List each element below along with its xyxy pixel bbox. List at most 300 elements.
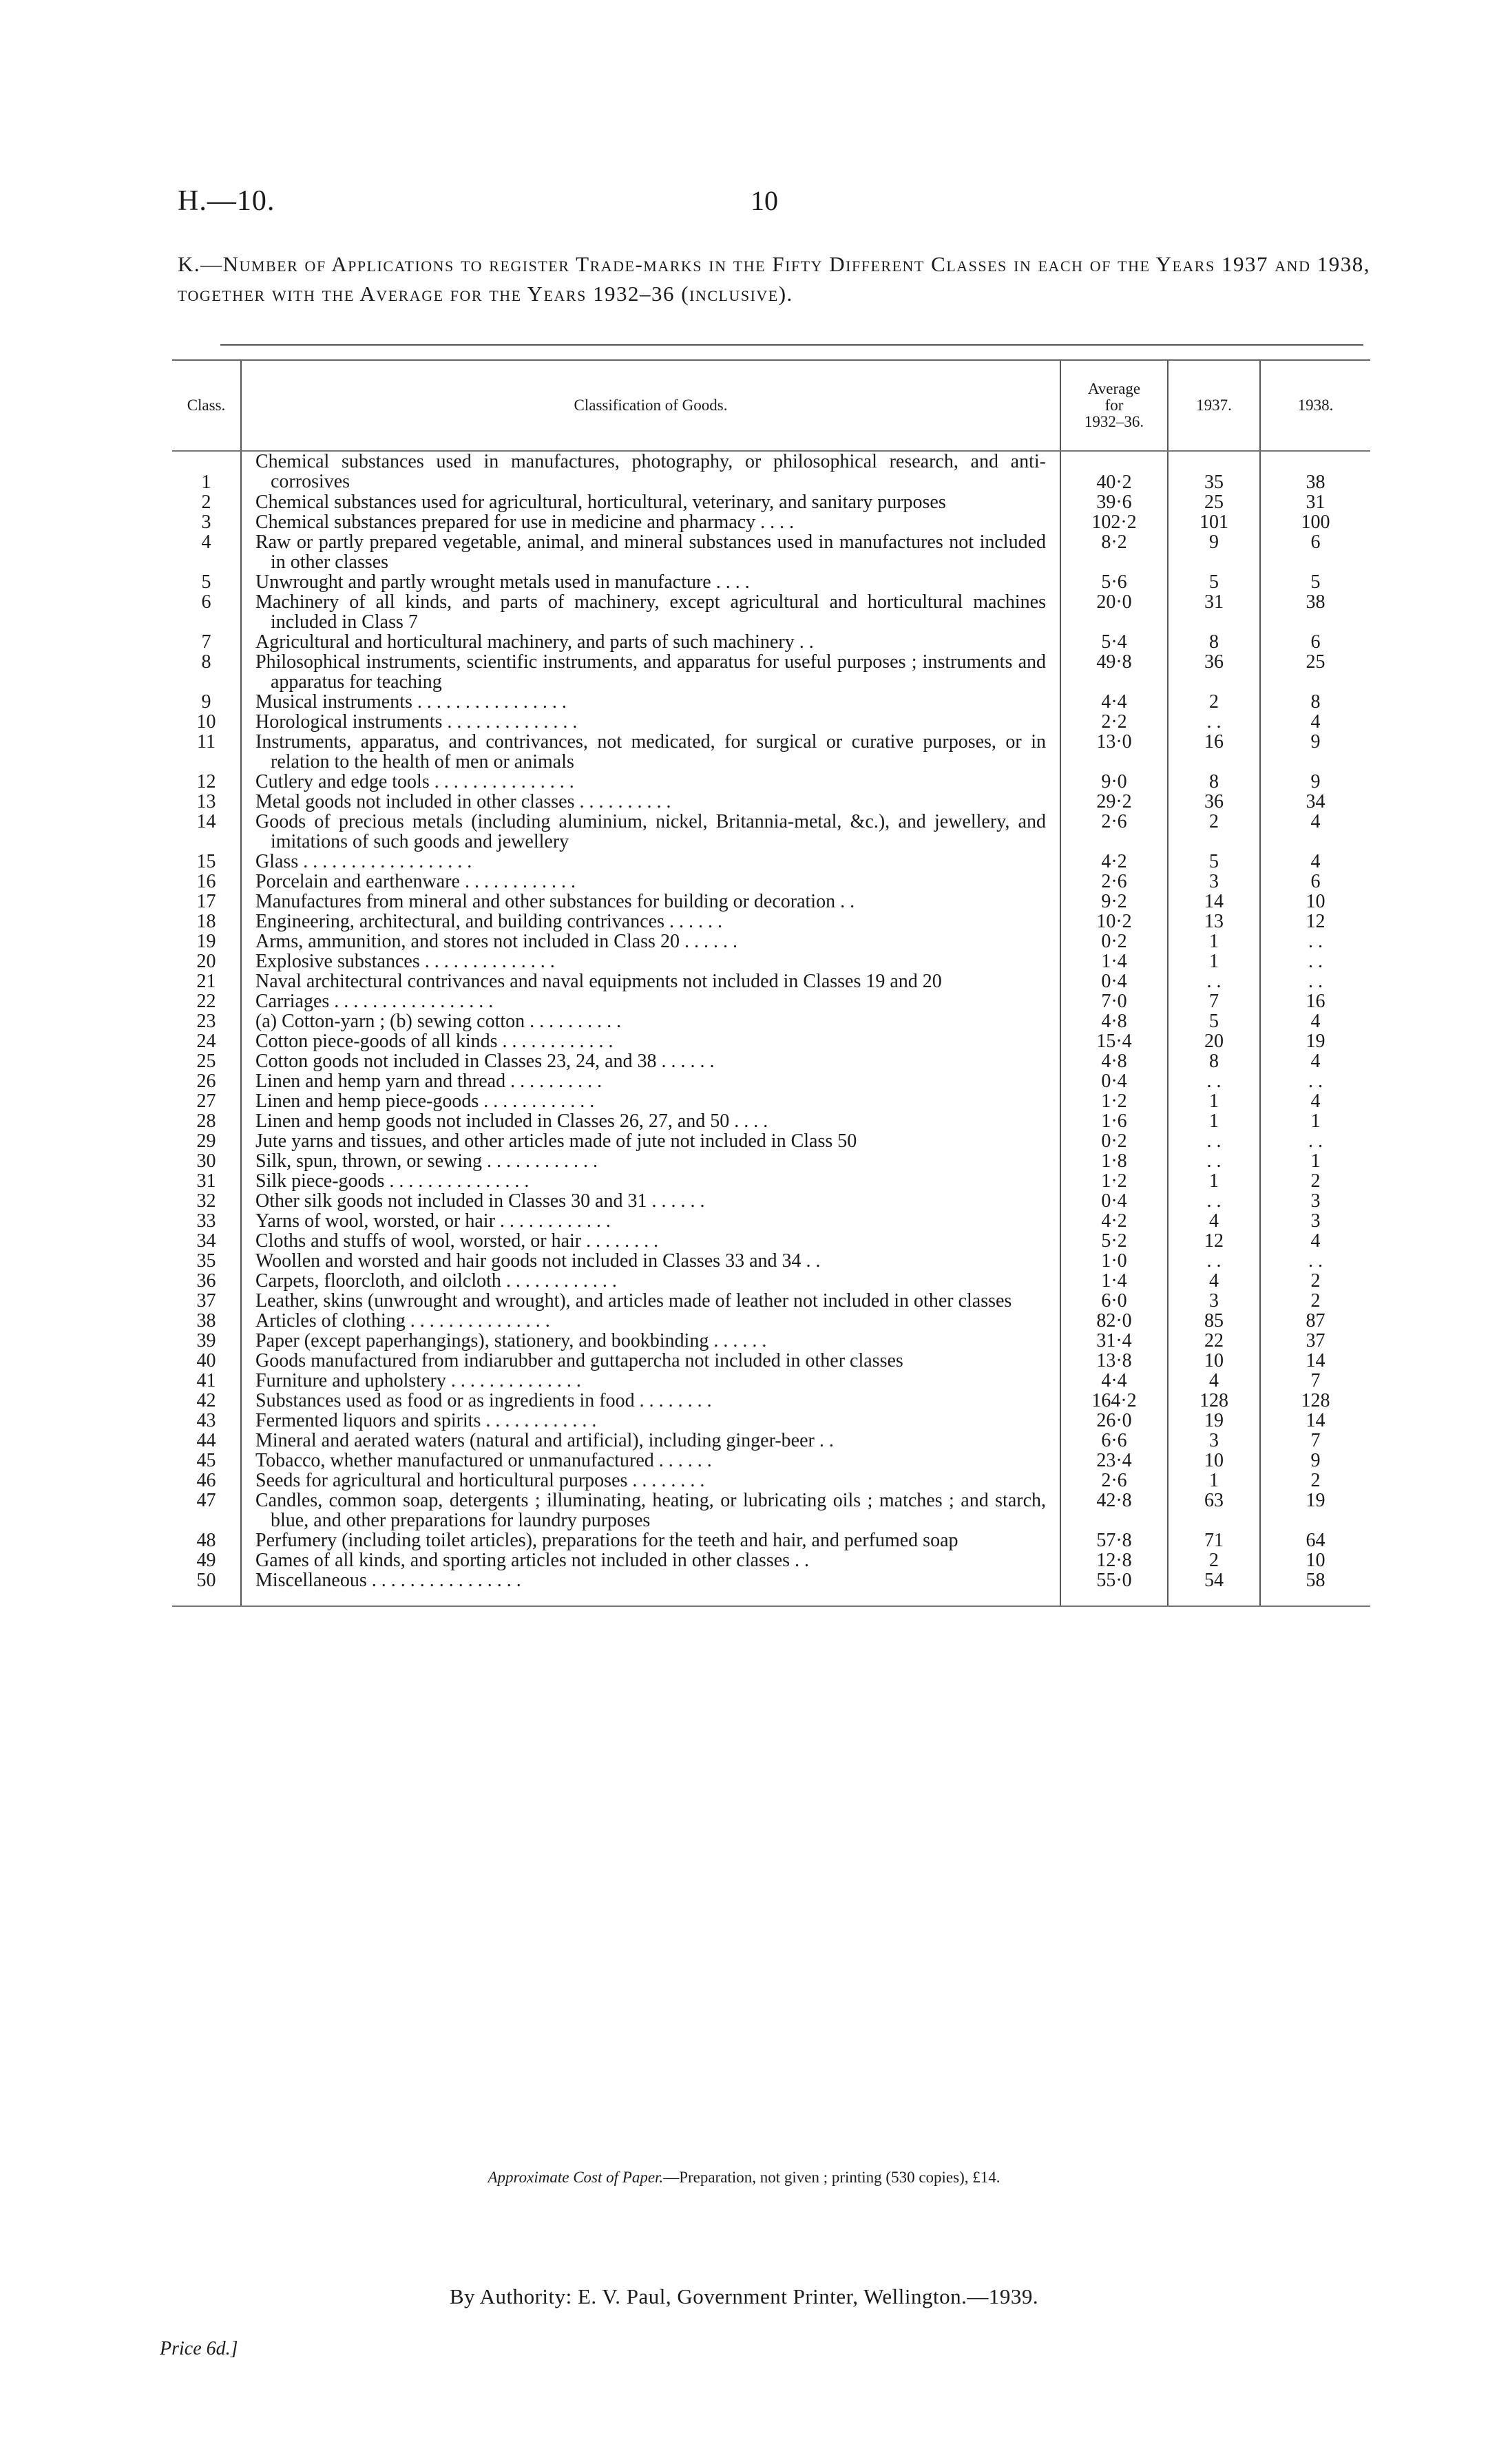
average-cell: [1060, 451, 1168, 492]
classification-text: Philosophical instruments, scientific instruments, and apparatus for useful purposes ; instruments and apparatus for teaching: [255, 651, 1046, 693]
average-text: 0·4: [1101, 1190, 1127, 1212]
table-row: [172, 1151, 1370, 1171]
year-1938-cell: [1260, 772, 1370, 792]
classification-text: Linen and hemp goods not included in Classes 26, 27, and 50 . . . .: [255, 1110, 768, 1132]
classification-cell: [241, 512, 1060, 532]
year-1938-cell: [1260, 1131, 1370, 1151]
average-cell: [1060, 1570, 1168, 1606]
title-divider: [220, 344, 1363, 346]
average-text: 40·2: [1096, 472, 1132, 493]
average-cell: [1060, 1091, 1168, 1111]
average-cell: [1060, 512, 1168, 532]
class-number-text: 38: [196, 1310, 216, 1331]
header-average-line3: 1932–36.: [1084, 413, 1144, 430]
year-1937-cell: [1168, 1231, 1260, 1251]
year-1938-cell: [1260, 812, 1370, 852]
year-1938-cell: [1260, 1031, 1370, 1051]
year-1938-text: 1: [1310, 1150, 1321, 1172]
year-1938-cell: [1260, 931, 1370, 951]
class-number-cell: [172, 812, 241, 852]
class-number-text: 6: [201, 591, 211, 613]
year-1937-text: 8: [1209, 631, 1219, 653]
class-number-cell: [172, 931, 241, 951]
table-row: [172, 1550, 1370, 1570]
classification-text: Chemical substances used for agricultural, horticultural, veterinary, and sanitary purposes: [255, 492, 946, 513]
cost-text: —Preparation, not given ; printing (530 copies), £14.: [663, 2169, 1000, 2186]
year-1938-text: 2: [1310, 1470, 1321, 1491]
year-1937-text: 3: [1209, 1430, 1219, 1451]
table-row: [172, 1570, 1370, 1606]
year-1937-cell: [1168, 872, 1260, 892]
table-row: [172, 1291, 1370, 1311]
table-body: [172, 451, 1370, 1606]
class-number-text: 15: [196, 851, 216, 872]
year-1938-cell: [1260, 1351, 1370, 1371]
year-1937-cell: [1168, 852, 1260, 872]
classification-text: Jute yarns and tissues, and other articles made of jute not included in Class 50: [255, 1130, 857, 1152]
year-1938-text: 4: [1310, 711, 1321, 733]
classification-text: Machinery of all kinds, and parts of machinery, except agricultural and horticultural machines included in Class 7: [255, 591, 1046, 633]
average-cell: [1060, 852, 1168, 872]
class-number-cell: [172, 632, 241, 652]
table-row: [172, 931, 1370, 951]
year-1937-text: 2: [1209, 1550, 1219, 1571]
classification-cell: [241, 1251, 1060, 1271]
year-1938-cell: [1260, 1071, 1370, 1091]
classification-text: Goods of precious metals (including aluminium, nickel, Britannia-metal, &c.), and jewellery, and imitations of such goods and jewellery: [255, 811, 1046, 852]
average-cell: [1060, 912, 1168, 931]
class-number-cell: [172, 1311, 241, 1331]
year-1938-text: 4: [1310, 851, 1321, 872]
year-1938-cell: [1260, 1011, 1370, 1031]
year-1937-text: 2: [1209, 691, 1219, 713]
class-number-cell: [172, 732, 241, 772]
classification-text: Cloths and stuffs of wool, worsted, or hair . . . . . . . .: [255, 1230, 659, 1252]
class-number-text: 7: [201, 631, 211, 653]
classification-cell: [241, 1491, 1060, 1530]
average-text: 15·4: [1096, 1031, 1132, 1052]
average-cell: [1060, 812, 1168, 852]
class-number-text: 34: [196, 1230, 216, 1252]
year-1937-cell: [1168, 512, 1260, 532]
average-text: 55·0: [1096, 1570, 1132, 1591]
year-1938-cell: [1260, 1371, 1370, 1391]
average-cell: [1060, 1311, 1168, 1331]
year-1937-cell: [1168, 1331, 1260, 1351]
classification-cell: [241, 1530, 1060, 1550]
class-number-text: 49: [196, 1550, 216, 1571]
classification-text: Engineering, architectural, and building contrivances . . . . . .: [255, 911, 723, 932]
classification-cell: [241, 1411, 1060, 1431]
average-text: 5·6: [1101, 571, 1127, 593]
year-1938-cell: [1260, 532, 1370, 572]
average-text: 2·2: [1101, 711, 1127, 733]
average-text: 49·8: [1096, 651, 1132, 673]
year-1938-cell: [1260, 1311, 1370, 1331]
year-1938-text: 7: [1310, 1430, 1321, 1451]
average-text: 4·8: [1101, 1051, 1127, 1072]
classification-text: Candles, common soap, detergents ; illuminating, heating, or lubricating oils ; matches ; and starch, blue, and other preparations for laundry purposes: [255, 1490, 1046, 1531]
class-number-cell: [172, 1491, 241, 1530]
year-1937-text: . .: [1206, 971, 1222, 992]
class-number-text: 45: [196, 1450, 216, 1471]
year-1938-text: . .: [1308, 971, 1323, 992]
class-number-text: 4: [201, 531, 211, 553]
year-1937-cell: [1168, 1431, 1260, 1451]
average-cell: [1060, 872, 1168, 892]
average-cell: [1060, 951, 1168, 971]
year-1937-text: 1: [1209, 1110, 1219, 1132]
average-text: 1·4: [1101, 1270, 1127, 1292]
class-number-text: 33: [196, 1210, 216, 1232]
classification-text: Unwrought and partly wrought metals used in manufacture . . . .: [255, 571, 750, 593]
year-1937-text: 10: [1204, 1450, 1224, 1471]
header-1938: 1938.: [1260, 360, 1370, 451]
average-text: 4·8: [1101, 1011, 1127, 1032]
table-row: [172, 1051, 1370, 1071]
year-1938-text: 100: [1301, 512, 1330, 533]
average-text: 6·6: [1101, 1430, 1127, 1451]
trade-marks-table: [172, 359, 1370, 1607]
year-1937-cell: [1168, 892, 1260, 912]
table-row: [172, 951, 1370, 971]
year-1938-text: 2: [1310, 1290, 1321, 1312]
year-1937-cell: [1168, 692, 1260, 712]
table-row: [172, 732, 1370, 772]
classification-text: Porcelain and earthenware . . . . . . . . . . . .: [255, 871, 576, 892]
year-1938-text: 38: [1306, 591, 1325, 613]
average-cell: [1060, 1111, 1168, 1131]
price-note: Price 6d.]: [160, 2338, 238, 2359]
class-number-cell: [172, 1271, 241, 1291]
classification-cell: [241, 892, 1060, 912]
classification-cell: [241, 951, 1060, 971]
cost-label: Approximate Cost of Paper.: [488, 2169, 664, 2186]
class-number-cell: [172, 1211, 241, 1231]
classification-text: Instruments, apparatus, and contrivances, not medicated, for surgical or curative purposes, or in relation to the health of men or animals: [255, 731, 1046, 772]
average-text: 1·2: [1101, 1170, 1127, 1192]
average-cell: [1060, 492, 1168, 512]
year-1937-text: 1: [1209, 1091, 1219, 1112]
average-cell: [1060, 1231, 1168, 1251]
year-1938-cell: [1260, 1231, 1370, 1251]
year-1938-cell: [1260, 572, 1370, 592]
average-text: 1·8: [1101, 1150, 1127, 1172]
average-text: 82·0: [1096, 1310, 1132, 1331]
classification-text: Naval architectural contrivances and naval equipments not included in Classes 19 and 20: [255, 971, 942, 992]
year-1938-cell: [1260, 692, 1370, 712]
average-text: 4·2: [1101, 851, 1127, 872]
class-number-text: 13: [196, 791, 216, 812]
class-number-text: 9: [201, 691, 211, 713]
average-cell: [1060, 971, 1168, 991]
class-number-text: 28: [196, 1110, 216, 1132]
year-1937-text: 13: [1204, 911, 1224, 932]
classification-text: Perfumery (including toilet articles), preparations for the teeth and hair, and perfumed soap: [255, 1530, 958, 1551]
year-1938-text: 10: [1306, 1550, 1325, 1571]
classification-text: Glass . . . . . . . . . . . . . . . . . .: [255, 851, 472, 872]
average-text: 102·2: [1091, 512, 1137, 533]
year-1937-cell: [1168, 1491, 1260, 1530]
year-1937-cell: [1168, 592, 1260, 632]
class-number-text: 29: [196, 1130, 216, 1152]
year-1937-cell: [1168, 1271, 1260, 1291]
table-row: [172, 1271, 1370, 1291]
classification-text: Leather, skins (unwrought and wrought), and articles made of leather not included in other classes: [255, 1290, 1012, 1312]
year-1937-text: 1: [1209, 1470, 1219, 1491]
class-number-text: 19: [196, 931, 216, 952]
class-number-text: 41: [196, 1370, 216, 1391]
classification-text: Horological instruments . . . . . . . . . . . . . .: [255, 711, 578, 733]
table-row: [172, 1371, 1370, 1391]
average-text: 0·2: [1101, 1130, 1127, 1152]
classification-text: Agricultural and horticultural machinery, and parts of such machinery . .: [255, 631, 814, 653]
average-cell: [1060, 1211, 1168, 1231]
year-1938-text: . .: [1308, 931, 1323, 952]
class-number-cell: [172, 1530, 241, 1550]
classification-text: Carriages . . . . . . . . . . . . . . . . .: [255, 991, 494, 1012]
class-number-text: 11: [197, 731, 216, 752]
average-text: 8·2: [1101, 531, 1127, 553]
average-cell: [1060, 1031, 1168, 1051]
class-number-cell: [172, 772, 241, 792]
year-1937-cell: [1168, 652, 1260, 692]
classification-cell: [241, 1331, 1060, 1351]
year-1938-text: 6: [1310, 531, 1321, 553]
year-1938-text: 5: [1310, 571, 1321, 593]
year-1937-cell: [1168, 912, 1260, 931]
table-row: [172, 712, 1370, 732]
year-1937-text: 5: [1209, 1011, 1219, 1032]
year-1937-text: . .: [1206, 711, 1222, 733]
year-1938-text: . .: [1308, 1250, 1323, 1272]
average-cell: [1060, 1491, 1168, 1530]
class-number-cell: [172, 1411, 241, 1431]
classification-cell: [241, 652, 1060, 692]
classification-cell: [241, 1151, 1060, 1171]
year-1937-cell: [1168, 1051, 1260, 1071]
year-1937-text: 2: [1209, 811, 1219, 832]
average-cell: [1060, 1051, 1168, 1071]
year-1938-text: 19: [1306, 1031, 1325, 1052]
year-1937-text: . .: [1206, 1130, 1222, 1152]
year-1938-cell: [1260, 1471, 1370, 1491]
year-1938-cell: [1260, 1570, 1370, 1606]
average-cell: [1060, 1411, 1168, 1431]
class-number-text: 42: [196, 1390, 216, 1411]
table-row: [172, 1530, 1370, 1550]
year-1938-cell: [1260, 1331, 1370, 1351]
classification-text: Substances used as food or as ingredients in food . . . . . . . .: [255, 1390, 712, 1411]
year-1938-text: 4: [1310, 811, 1321, 832]
table-row: [172, 852, 1370, 872]
class-number-text: 2: [201, 492, 211, 513]
year-1937-text: 128: [1199, 1390, 1228, 1411]
table-row: [172, 572, 1370, 592]
year-1937-cell: [1168, 1171, 1260, 1191]
year-1937-cell: [1168, 1311, 1260, 1331]
classification-cell: [241, 732, 1060, 772]
table-row: [172, 772, 1370, 792]
classification-text: Cutlery and edge tools . . . . . . . . . . . . . . .: [255, 771, 574, 792]
average-text: 2·6: [1101, 871, 1127, 892]
class-number-cell: [172, 1371, 241, 1391]
year-1938-text: 34: [1306, 791, 1325, 812]
year-1938-cell: [1260, 451, 1370, 492]
classification-cell: [241, 492, 1060, 512]
average-text: 0·2: [1101, 931, 1127, 952]
year-1937-cell: [1168, 712, 1260, 732]
class-number-text: 5: [201, 571, 211, 593]
class-number-text: 22: [196, 991, 216, 1012]
year-1937-cell: [1168, 1471, 1260, 1491]
year-1937-cell: [1168, 1091, 1260, 1111]
table-row: [172, 1351, 1370, 1371]
class-number-text: 23: [196, 1011, 216, 1032]
table-row: [172, 1111, 1370, 1131]
average-text: 10·2: [1096, 911, 1132, 932]
year-1937-text: 71: [1204, 1530, 1224, 1551]
table-row: [172, 991, 1370, 1011]
classification-text: Explosive substances . . . . . . . . . . . . . .: [255, 951, 555, 972]
table-row: [172, 492, 1370, 512]
year-1937-text: 5: [1209, 571, 1219, 593]
class-number-text: 31: [196, 1170, 216, 1192]
header-average-line2: for: [1104, 397, 1124, 414]
classification-cell: [241, 692, 1060, 712]
average-text: 1·6: [1101, 1110, 1127, 1132]
class-number-cell: [172, 1251, 241, 1271]
average-text: 1·4: [1101, 951, 1127, 972]
class-number-text: 35: [196, 1250, 216, 1272]
year-1937-cell: [1168, 792, 1260, 812]
average-text: 39·6: [1096, 492, 1132, 513]
classification-cell: [241, 632, 1060, 652]
classification-cell: [241, 1570, 1060, 1606]
table-header-row: [172, 360, 1370, 451]
year-1938-cell: [1260, 872, 1370, 892]
year-1938-text: 31: [1306, 492, 1325, 513]
year-1938-text: 9: [1310, 1450, 1321, 1471]
year-1937-cell: [1168, 812, 1260, 852]
year-1938-cell: [1260, 1271, 1370, 1291]
year-1937-text: 1: [1209, 931, 1219, 952]
year-1938-text: 87: [1306, 1310, 1325, 1331]
table-row: [172, 792, 1370, 812]
class-number-cell: [172, 692, 241, 712]
year-1938-text: . .: [1308, 1130, 1323, 1152]
average-text: 1·2: [1101, 1091, 1127, 1112]
year-1938-text: 6: [1310, 631, 1321, 653]
year-1938-text: 9: [1310, 731, 1321, 752]
class-number-cell: [172, 1151, 241, 1171]
year-1938-text: 64: [1306, 1530, 1325, 1551]
table-row: [172, 1331, 1370, 1351]
year-1937-cell: [1168, 1530, 1260, 1550]
classification-text: Fermented liquors and spirits . . . . . . . . . . . .: [255, 1410, 597, 1431]
table-title: K.—Number of Applications to register Trade-marks in the Fifty Different Classes in each of the Years 1937 and 1938, together with the Average for the Years 1932–36 (inclusive).: [178, 252, 1370, 306]
average-cell: [1060, 532, 1168, 572]
class-number-cell: [172, 1031, 241, 1051]
average-text: 6·0: [1101, 1290, 1127, 1312]
class-number-text: 20: [196, 951, 216, 972]
average-cell: [1060, 1451, 1168, 1471]
year-1937-cell: [1168, 1251, 1260, 1271]
class-number-text: 37: [196, 1290, 216, 1312]
year-1937-cell: [1168, 1131, 1260, 1151]
classification-text: (a) Cotton-yarn ; (b) sewing cotton . . . . . . . . . .: [255, 1011, 622, 1032]
year-1937-text: 35: [1204, 472, 1224, 493]
class-number-cell: [172, 1011, 241, 1031]
average-cell: [1060, 712, 1168, 732]
average-text: 4·4: [1101, 1370, 1127, 1391]
year-1937-cell: [1168, 492, 1260, 512]
class-number-text: 30: [196, 1150, 216, 1172]
year-1937-cell: [1168, 1151, 1260, 1171]
classification-cell: [241, 1391, 1060, 1411]
year-1938-cell: [1260, 951, 1370, 971]
classification-text: Other silk goods not included in Classes 30 and 31 . . . . . .: [255, 1190, 705, 1212]
class-number-text: 16: [196, 871, 216, 892]
class-number-text: 46: [196, 1470, 216, 1491]
class-number-text: 17: [196, 891, 216, 912]
year-1938-cell: [1260, 512, 1370, 532]
year-1937-text: 19: [1204, 1410, 1224, 1431]
year-1938-cell: [1260, 1211, 1370, 1231]
average-cell: [1060, 732, 1168, 772]
class-number-text: 24: [196, 1031, 216, 1052]
year-1937-text: 54: [1204, 1570, 1224, 1591]
year-1938-cell: [1260, 991, 1370, 1011]
year-1937-cell: [1168, 1351, 1260, 1371]
class-number-text: 3: [201, 512, 211, 533]
table-row: [172, 512, 1370, 532]
year-1937-text: 5: [1209, 851, 1219, 872]
year-1937-cell: [1168, 632, 1260, 652]
classification-text: Silk piece-goods . . . . . . . . . . . . . . .: [255, 1170, 530, 1192]
header-average: [1060, 360, 1168, 451]
class-number-cell: [172, 872, 241, 892]
class-number-cell: [172, 1091, 241, 1111]
year-1937-text: 7: [1209, 991, 1219, 1012]
page-number: 10: [751, 185, 778, 216]
year-1937-cell: [1168, 451, 1260, 492]
average-text: 20·0: [1096, 591, 1132, 613]
year-1938-cell: [1260, 1151, 1370, 1171]
year-1937-text: 4: [1209, 1370, 1219, 1391]
year-1937-cell: [1168, 732, 1260, 772]
year-1937-cell: [1168, 1191, 1260, 1211]
table-row: [172, 1011, 1370, 1031]
year-1937-cell: [1168, 1031, 1260, 1051]
classification-cell: [241, 712, 1060, 732]
class-number-text: 14: [196, 811, 216, 832]
year-1937-cell: [1168, 1111, 1260, 1131]
class-number-text: 18: [196, 911, 216, 932]
year-1937-cell: [1168, 1211, 1260, 1231]
year-1938-cell: [1260, 632, 1370, 652]
classification-cell: [241, 592, 1060, 632]
year-1938-cell: [1260, 1431, 1370, 1451]
average-text: 0·4: [1101, 1071, 1127, 1092]
classification-text: Goods manufactured from indiarubber and guttapercha not included in other classes: [255, 1350, 903, 1371]
year-1937-text: 101: [1199, 512, 1228, 533]
average-text: 2·6: [1101, 1470, 1127, 1491]
year-1937-text: 36: [1204, 791, 1224, 812]
class-number-text: 39: [196, 1330, 216, 1351]
year-1938-text: . .: [1308, 951, 1323, 972]
average-cell: [1060, 592, 1168, 632]
